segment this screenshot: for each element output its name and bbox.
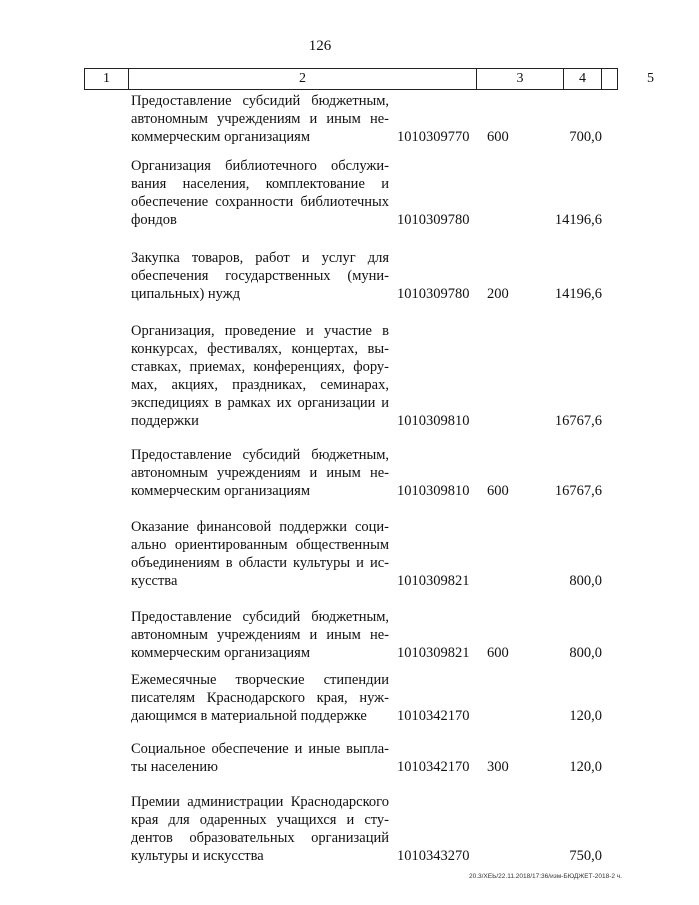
row-amount: 750,0	[569, 848, 602, 864]
row-name: Предоставление субсидий бюджетным, автономным учреждениям и иным некоммерческим организациям	[131, 447, 389, 499]
header-col-3: 3	[477, 69, 564, 89]
row-amount: 14196,6	[554, 286, 602, 302]
row-name: Оказание финансовой поддержки социально ориентированным общественным объединениям в области культуры и искусства	[131, 519, 389, 589]
row-code: 1010342170	[397, 759, 470, 775]
row-type: 300	[487, 759, 509, 775]
row-code: 1010309780	[397, 212, 470, 228]
row-name: Предоставление субсидий бюджетным, автономным учреждениям и иным некоммерческим организациям	[131, 93, 389, 145]
row-code: 1010309810	[397, 483, 470, 499]
document-footer: 20.3/ХЕЬ/22.11.2018/17:36/изм-БЮДЖЕТ-2018-2 ч.	[468, 873, 622, 880]
row-name: Организация библиотечного обслуживания населения, комплектование и обеспечение сохранности библиотечных фондов	[131, 158, 389, 228]
row-name: Закупка товаров, работ и услуг для обеспечения государственных (муниципальных) нужд	[131, 250, 389, 302]
row-type: 600	[487, 483, 509, 499]
row-code: 1010342170	[397, 708, 470, 724]
row-name: Премии администрации Краснодарского края для одаренных учащихся и студентов образовательных организаций культуры и искусства	[131, 794, 389, 864]
row-code: 1010343270	[397, 848, 470, 864]
row-amount: 800,0	[569, 573, 602, 589]
page-number: 126	[308, 38, 332, 54]
row-code: 1010309821	[397, 573, 470, 589]
row-type: 600	[487, 645, 509, 661]
row-amount: 800,0	[569, 645, 602, 661]
header-col-1: 1	[85, 69, 129, 89]
header-col-4: 4	[564, 69, 602, 89]
row-name: Ежемесячные творческие стипендии писателям Краснодарского края, нуждающимся в материальной поддержке	[131, 672, 389, 724]
row-code: 1010309770	[397, 129, 470, 145]
header-col-2: 2	[129, 69, 477, 89]
row-type: 200	[487, 286, 509, 302]
table-header	[84, 68, 654, 90]
header-col-5: 5	[647, 71, 654, 86]
row-type: 600	[487, 129, 509, 145]
row-name: Организация, проведение и участие в конкурсах, фестивалях, концертах, выставках, приемах, конференциях, форумах, акциях, праздниках, семинарах, экспедициях в рамках их организации и поддержки	[131, 323, 389, 429]
row-amount: 700,0	[569, 129, 602, 145]
row-name: Предоставление субсидий бюджетным, автономным учреждениям и иным некоммерческим организациям	[131, 609, 389, 661]
row-amount: 16767,6	[554, 483, 602, 499]
row-amount: 120,0	[569, 759, 602, 775]
row-amount: 14196,6	[554, 212, 602, 228]
row-code: 1010309821	[397, 645, 470, 661]
row-amount: 120,0	[569, 708, 602, 724]
row-code: 1010309810	[397, 413, 470, 429]
row-code: 1010309780	[397, 286, 470, 302]
row-name: Социальное обеспечение и иные выплаты населению	[131, 741, 389, 775]
row-amount: 16767,6	[554, 413, 602, 429]
